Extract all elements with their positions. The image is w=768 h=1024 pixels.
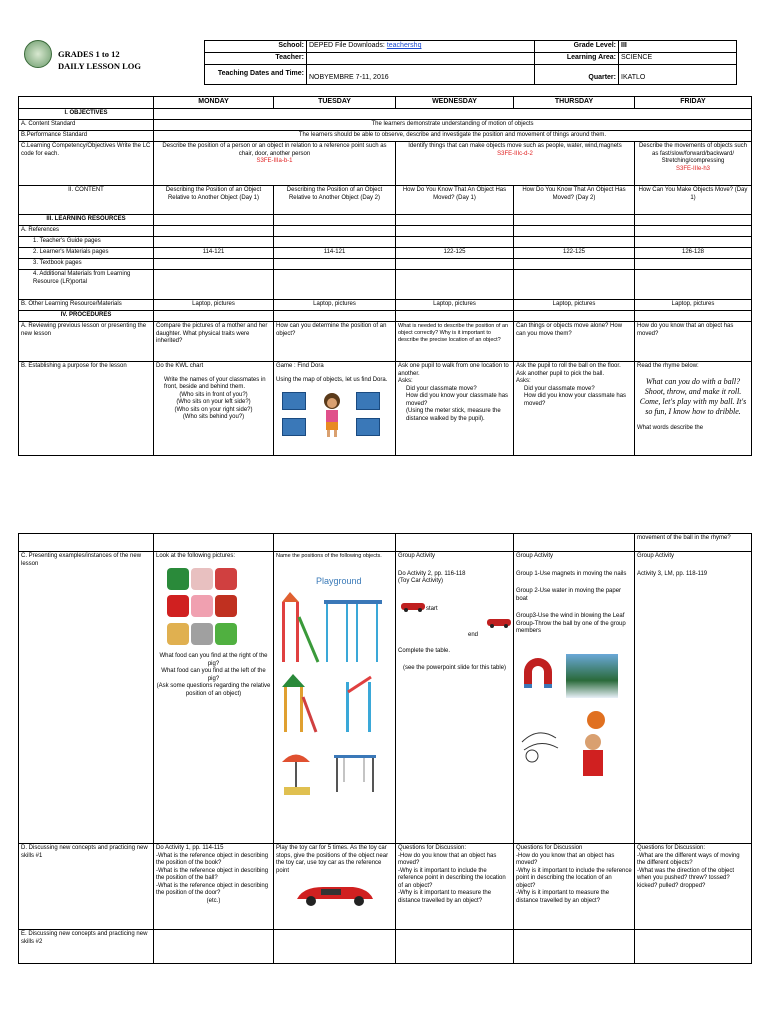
lesson-table-page1	[18, 96, 752, 456]
teacher-label: Teacher:	[205, 53, 307, 65]
apple-picture-icon	[167, 595, 189, 617]
group-activity-pictures	[516, 650, 632, 780]
other-thursday: Laptop, pictures	[514, 300, 635, 311]
proc-d-wednesday: Questions for Discussion: -How do you know that an object has moved? -Why is it important to include the reference point in describing the location of an object? -Why is it important to measure the distance travelled by an object?	[396, 844, 514, 930]
lm-friday: 126-128	[635, 248, 752, 259]
lm-thursday: 122-125	[514, 248, 635, 259]
quarter-value: IKATLO	[619, 65, 737, 85]
day-monday: MONDAY	[154, 97, 274, 109]
proc-a-wednesday: What is needed to describe the position of an object correctly? Why is it important to describe the precise location of an object?	[396, 322, 514, 362]
day-friday: FRIDAY	[635, 97, 752, 109]
area-value: SCIENCE	[619, 53, 737, 65]
cake-picture-icon	[167, 623, 189, 645]
proc-d-tuesday: Play the toy car for 5 times. As the toy car stops, give the positions of the object near the toy car, use toy car as the reference point	[274, 844, 396, 930]
toy-car-picture	[293, 881, 377, 907]
proc-b-friday-cont: movement of the ball in the rhyme?	[635, 534, 752, 552]
lm-tuesday: 114-121	[274, 248, 396, 259]
ball-picture-icon	[167, 568, 189, 590]
content-friday: How Can You Make Objects Move? (Day 1)	[635, 186, 752, 215]
objectives-heading: I. OBJECTIVES	[19, 109, 154, 120]
school-value: DEPED File Downloads: teachershq	[307, 41, 535, 53]
area-label: Learning Area:	[535, 53, 619, 65]
map-box-icon	[282, 392, 306, 410]
wind-leaf-icon	[518, 722, 562, 766]
school-label: School:	[205, 41, 307, 53]
toy-car-icon	[486, 616, 512, 628]
proc-b-friday: Read the rhyme below: What can you do with a ball? Shoot, throw, and make it roll. Come, let's play with my ball. It's so fun, I know how to dribble. What words describe the	[635, 362, 752, 456]
school-link[interactable]: teachershq	[386, 42, 422, 49]
content-monday: Describing the Position of an Object Relative to Another Object (Day 1)	[154, 186, 274, 215]
ball-rhyme: What can you do with a ball? Shoot, throw, and make it roll. Come, let's play with my ball. It's so fun, I know how to dribble.	[639, 376, 747, 416]
other-friday: Laptop, pictures	[635, 300, 752, 311]
proc-b-label: B. Establishing a purpose for the lesson	[19, 362, 154, 456]
playground-title: Playground	[316, 575, 362, 586]
day-tuesday: TUESDAY	[274, 97, 396, 109]
proc-c-monday: Look at the following pictures: What food can you find at the right of the pig? What food can you find at the left of the pig? (Ask some questions regarding the relative position of an object)	[154, 552, 274, 844]
proc-a-friday: How do you know that an object has moved?	[635, 322, 752, 362]
addl-label: 4. Additional Materials from Learning Resource (LR)portal	[19, 270, 154, 300]
map-box-icon	[356, 418, 380, 436]
dates-value: NOBYEMBRE 7-11, 2016	[307, 65, 535, 85]
tg-label: 1. Teacher's Guide pages	[19, 237, 154, 248]
resources-heading: III. LEARNING RESOURCES	[19, 215, 154, 226]
deped-logo	[24, 40, 52, 68]
proc-a-thursday: Can things or objects move alone? How can you move them?	[514, 322, 635, 362]
map-box-icon	[356, 392, 380, 410]
proc-b-tuesday: Game : Find Dora Using the map of objects, let us find Dora.	[274, 362, 396, 456]
brush-picture-icon	[191, 568, 213, 590]
grade-value: III	[619, 41, 737, 53]
toy-car-diagram	[398, 594, 511, 646]
proc-a-label: A. Reviewing previous lesson or presenting the new lesson	[19, 322, 154, 362]
content-tuesday: Describing the Position of an Object Relative to Another Object (Day 2)	[274, 186, 396, 215]
proc-c-wednesday: Group Activity Do Activity 2, pp. 116-118 (Toy Car Activity) start end Complete the table. (see the powerpoint slide for this table)	[396, 552, 514, 844]
quarter-label: Quarter:	[535, 65, 619, 85]
proc-d-friday: Questions for Discussion: -What are the different ways of moving the different objects? -What was the direction of the object when you pushed? threw? tossed? kicked? pulled? dropped?	[635, 844, 752, 930]
learning-competency-label: C.Learning Competency/Objectives Write the LC code for each.	[19, 142, 154, 186]
day-thursday: THURSDAY	[514, 97, 635, 109]
content-standard-text: The learners demonstrate understanding of motion of objects	[154, 120, 752, 131]
proc-a-tuesday: How can you determine the position of an object?	[274, 322, 396, 362]
lc-wednesday: Identify things that can make objects move such as people, water, wind,magnets S3FE-IIIc-d-2	[396, 142, 635, 186]
doc-title-2: DAILY LESSON LOG	[58, 61, 141, 71]
content-standard-label: A. Content Standard	[19, 120, 154, 131]
performance-standard-label: B.Performance Standard	[19, 131, 154, 142]
other-tuesday: Laptop, pictures	[274, 300, 396, 311]
day-wednesday: WEDNESDAY	[396, 97, 514, 109]
proc-d-monday: Do Activity 1, pp. 114-115 -What is the reference object in describing the position of the book? -What is the reference object in describing the position of the ball? -What is the reference object in describing the position of the door? (etc.)	[154, 844, 274, 930]
references-label: A. References	[19, 226, 154, 237]
grade-label: Grade Level:	[535, 41, 619, 53]
drum-picture-icon	[215, 568, 237, 590]
proc-e-label: E. Discussing new concepts and practicing new skills #2	[19, 930, 154, 964]
teacher-value	[307, 53, 535, 65]
proc-d-thursday: Questions for Discussion -How do you know that an object has moved? -Why is it important to include the reference point in describing the location of an object? -Why is it important to measure the distance travelled by an object?	[514, 844, 635, 930]
dates-label: Teaching Dates and Time:	[205, 65, 307, 85]
content-wednesday: How Do You Know That An Object Has Moved? (Day 1)	[396, 186, 514, 215]
corner-cell	[19, 97, 154, 109]
magnet-icon	[518, 658, 558, 694]
header-table	[204, 40, 737, 85]
lc-code-monday: S3FE-IIIa-b-1	[256, 158, 293, 164]
lm-wednesday: 122-125	[396, 248, 514, 259]
proc-c-thursday: Group Activity Group 1-Use magnets in moving the nails Group 2-Use water in moving the paper boat Group3-Use the wind in blowing the Leaf Group-Throw the ball by one of the group members	[514, 552, 635, 844]
other-resources-label: B. Other Learning Resource/Materials	[19, 300, 154, 311]
procedures-heading: IV. PROCEDURES	[19, 311, 154, 322]
water-stream-picture	[566, 654, 618, 698]
performance-standard-text: The learners should be able to observe, describe and investigate the position and movement of things around them.	[154, 131, 752, 142]
map-box-icon	[282, 418, 306, 436]
other-monday: Laptop, pictures	[154, 300, 274, 311]
ball-throw-picture	[568, 710, 618, 778]
lc-code-friday: S3FE-IIIe-h3	[675, 165, 710, 172]
content-thursday: How Do You Know That An Object Has Moved? (Day 2)	[514, 186, 635, 215]
food-picture-grid	[166, 567, 250, 650]
dora-figure-icon	[320, 392, 344, 438]
dora-map	[276, 388, 393, 444]
lc-code-wednesday: S3FE-IIIc-d-2	[497, 150, 533, 157]
proc-b-monday: Do the KWL chart Write the names of your classmates in front, beside and behind them. (Who sits in front of you?) (Who sits on your left side?) (Who sits on your right side?) (Who sits behind you?)	[154, 362, 274, 456]
content-heading: II. CONTENT	[19, 186, 154, 215]
end-label: end	[468, 631, 479, 638]
toy-car-icon	[400, 600, 426, 612]
lm-label: 2. Learner's Materials pages	[19, 248, 154, 259]
proc-b-wednesday: Ask one pupil to walk from one location to another. Asks: Did your classmate move? How did you know your classmate has moved? (Using the meter stick, measure the distance walked by the pupil).	[396, 362, 514, 456]
doc-title-1: GRADES 1 to 12	[58, 49, 120, 59]
lc-monday: Describe the position of a person or an object in relation to a reference point such as chair, door, another person S3FE-IIIa-b-1	[154, 142, 396, 186]
other-wednesday: Laptop, pictures	[396, 300, 514, 311]
proc-c-tuesday: Name the positions of the following objects. Playground	[274, 552, 396, 844]
proc-d-label: D. Discussing new concepts and practicing new skills #1	[19, 844, 154, 930]
lc-friday: Describe the movements of objects such as fast/slow/forward/backward/ Stretching/compressing S3FE-IIIe-h3	[635, 142, 752, 186]
proc-a-monday: Compare the pictures of a mother and her daughter. What physical traits were inherited?	[154, 322, 274, 362]
playground-illustration	[276, 562, 388, 802]
proc-c-friday: Group Activity Activity 3, LM, pp. 118-119	[635, 552, 752, 844]
start-label: start	[426, 605, 438, 612]
lm-monday: 114-121	[154, 248, 274, 259]
duck-picture-icon	[191, 623, 213, 645]
frog-picture-icon	[215, 623, 237, 645]
proc-b-thursday: Ask the pupil to roll the ball on the floor. Ask another pupil to pick the ball. Asks: Did your classmate move? How did you know your classmate has moved?	[514, 362, 635, 456]
proc-c-label: C. Presenting examples/instances of the new lesson	[19, 552, 154, 844]
crab-picture-icon	[215, 595, 237, 617]
lesson-table-page2	[18, 533, 752, 964]
tb-label: 3. Textbook pages	[19, 259, 154, 270]
pig-picture-icon	[191, 595, 213, 617]
